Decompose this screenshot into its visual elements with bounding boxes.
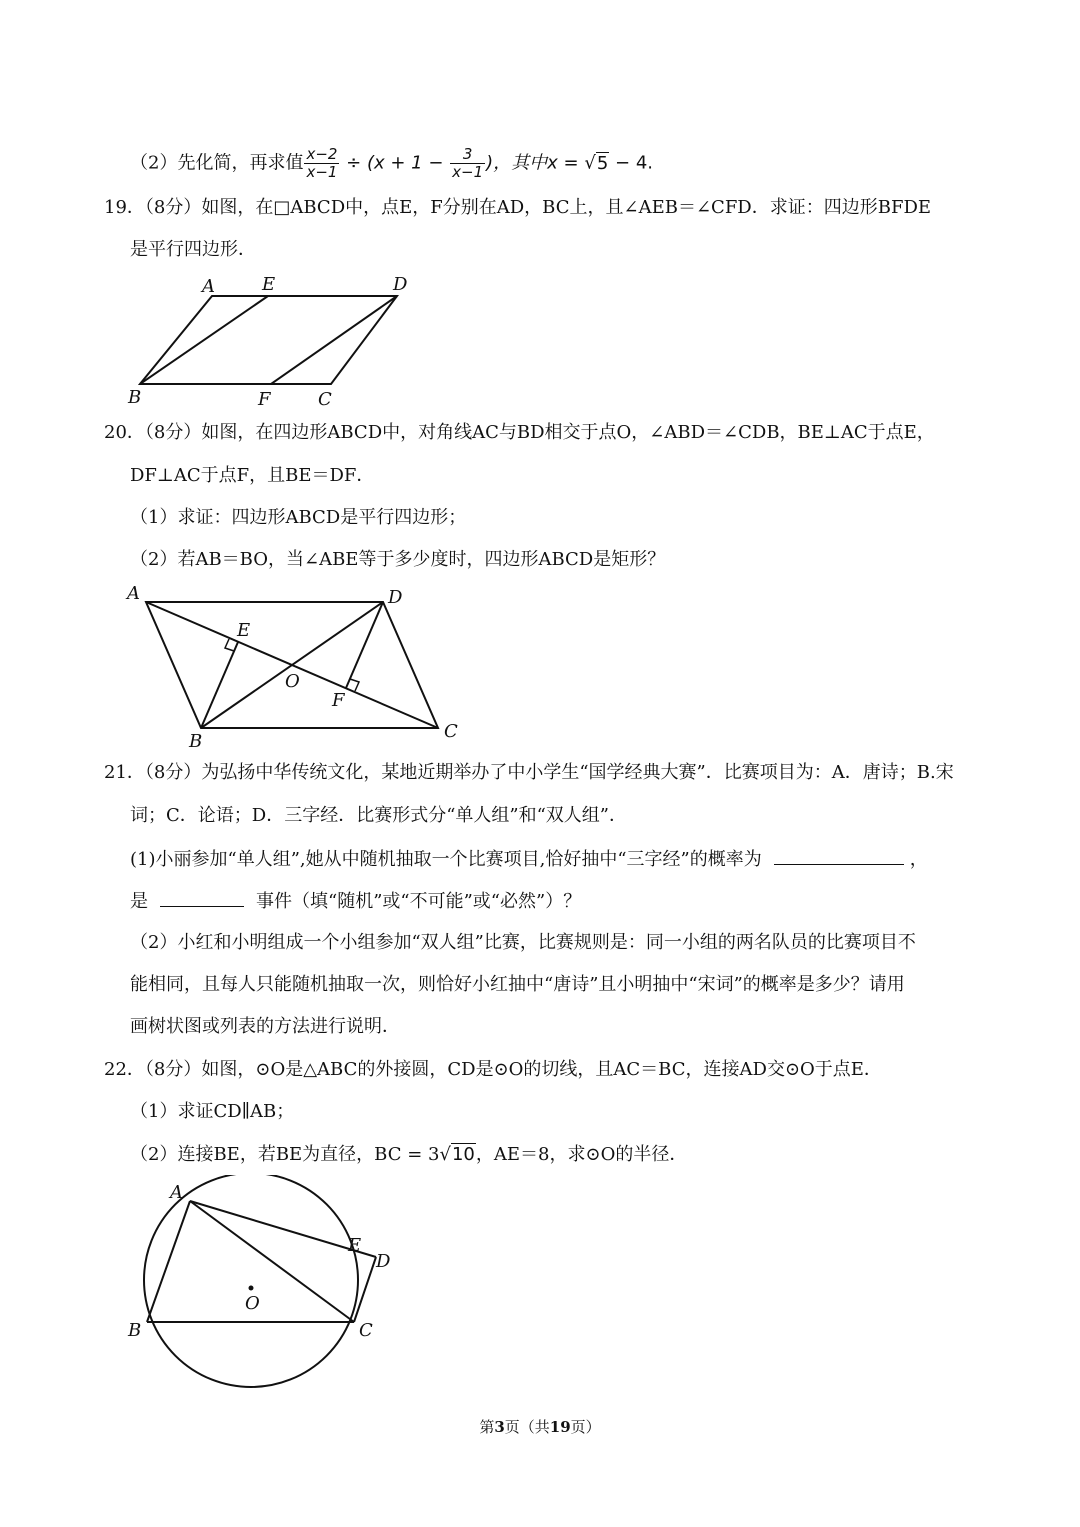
q21-probability-blank[interactable]: [774, 846, 904, 865]
q20-part2: （2）若AB＝BO，当∠ABE等于多少度时，四边形ABCD是矩形？: [130, 549, 666, 570]
q18-end: − 4.: [609, 152, 653, 174]
footer-mid: 页（共: [504, 1418, 550, 1436]
q22-circumcircle: [144, 1175, 358, 1387]
q19-label-a: A: [202, 276, 215, 297]
q19-segment-fd: [271, 296, 397, 384]
q22-part2-prefix: （2）连接BE，若BE为直径，BC = 3: [130, 1144, 440, 1165]
q20-label-a: A: [127, 583, 140, 604]
q19-label-e: E: [262, 274, 276, 295]
q20-right-angle-e: [225, 639, 234, 651]
q22-part2-suffix: ，AE＝8，求⊙O的半径．: [475, 1144, 688, 1165]
q22-part2: [130, 1143, 687, 1167]
q20-right-angle-f: [350, 679, 359, 691]
q20-line2: DF⊥AC于点F，且BE＝DF．: [130, 465, 375, 486]
footer-page-number: 3: [494, 1418, 505, 1436]
q22-circle-figure: [120, 1175, 410, 1400]
q18-fraction-2: $\frac{3}{x-1}$: [452, 145, 484, 181]
q18-tail: )，其中x =: [486, 152, 585, 174]
q19-segment-be: [140, 296, 268, 384]
q21-line2: 词；C．论语；D．三字经．比赛形式分“单人组”和“双人组”．: [130, 805, 628, 826]
q21-part1-question: (1)小丽参加“单人组”,她从中随机抽取一个比赛项目,恰好抽中“三字经”的概率为: [130, 849, 762, 870]
q21-part2-line1: （2）小红和小明组成一个小组参加“双人组”比赛，比赛规则是：同一小组的两名队员的比赛项目不: [130, 932, 916, 953]
q22-segment-ab: [147, 1201, 190, 1322]
q20-label-f: F: [332, 690, 345, 711]
q21-part2-line3: 画树状图或列表的方法进行说明．: [130, 1016, 400, 1037]
q19-label-d: D: [393, 274, 408, 295]
q19-label-f: F: [258, 389, 271, 410]
q18-sqrt-value: 5: [596, 152, 609, 174]
q20-line1: 20．（8分）如图，在四边形ABCD中，对角线AC与BD相交于点O，∠ABD＝∠CDB，BE⊥AC于点E，: [104, 422, 935, 443]
q18-fraction-1: $\frac{x-2}{x-1}$: [306, 145, 338, 181]
q18-sqrt-symbol: √: [584, 152, 596, 174]
q21-part2-line2: 能相同，且每人只能随机抽取一次，则恰好小红抽中“唐诗”且小明抽中“宋词”的概率是多少？请用: [130, 974, 905, 995]
q20-part1: （1）求证：四边形ABCD是平行四边形；: [130, 507, 467, 528]
q20-label-d: D: [388, 587, 403, 608]
q19-parallelogram: [140, 296, 397, 384]
q22-label-d: D: [376, 1251, 391, 1272]
q21-part1-line2: [130, 888, 581, 914]
q20-label-c: C: [444, 721, 458, 742]
q21-part1-line1: [130, 846, 928, 872]
page-footer: [0, 1416, 1080, 1437]
q19-parallelogram-figure: [120, 268, 440, 413]
q19-label-b: B: [128, 387, 142, 408]
footer-total-pages: 19: [549, 1418, 571, 1436]
q22-sqrt-value: 10: [451, 1144, 475, 1165]
footer-post: 页）: [570, 1418, 601, 1436]
q22-part1: （1）求证CD∥AB；: [130, 1101, 295, 1122]
q19-line2: 是平行四边形．: [130, 239, 256, 260]
q20-label-o: O: [285, 671, 300, 692]
q18-prefix: （2）先化简，再求值: [130, 152, 304, 174]
q22-segment-ac: [190, 1201, 354, 1322]
q22-center-point: [249, 1286, 254, 1291]
q21-event-blank[interactable]: [160, 888, 244, 907]
q19-label-c: C: [318, 389, 332, 410]
q22-label-b: B: [128, 1320, 142, 1341]
q20-quadrilateral-figure: [118, 578, 468, 753]
q21-part1b-end: 事件（填“随机”或“不可能”或“必然”）？: [256, 891, 582, 912]
q18-part2: [130, 146, 653, 181]
q21-part1b-start: 是: [130, 891, 148, 912]
q22-label-e: E: [348, 1235, 362, 1256]
footer-pre: 第: [479, 1418, 495, 1436]
q21-part1-comma: ，: [909, 849, 928, 870]
q20-label-b: B: [189, 731, 203, 752]
q22-sqrt-symbol: √: [439, 1144, 451, 1165]
q21-line1: 21．（8分）为弘扬中华传统文化，某地近期举办了中小学生“国学经典大赛”．比赛项目为：A．唐诗；B.宋: [104, 762, 954, 783]
q20-label-e: E: [237, 620, 251, 641]
q22-label-o: O: [245, 1293, 260, 1314]
q19-line1: 19．（8分）如图，在□ABCD中，点E，F分别在AD，BC上，且∠AEB＝∠CFD．求证：四边形BFDE: [104, 197, 932, 218]
q18-mid: ÷ (x + 1 −: [340, 152, 450, 174]
q22-label-a: A: [170, 1182, 183, 1203]
q22-label-c: C: [359, 1320, 373, 1341]
q22-line1: 22．（8分）如图，⊙O是△ABC的外接圆，CD是⊙O的切线，且AC＝BC，连接AD交⊙O于点E．: [104, 1059, 882, 1080]
